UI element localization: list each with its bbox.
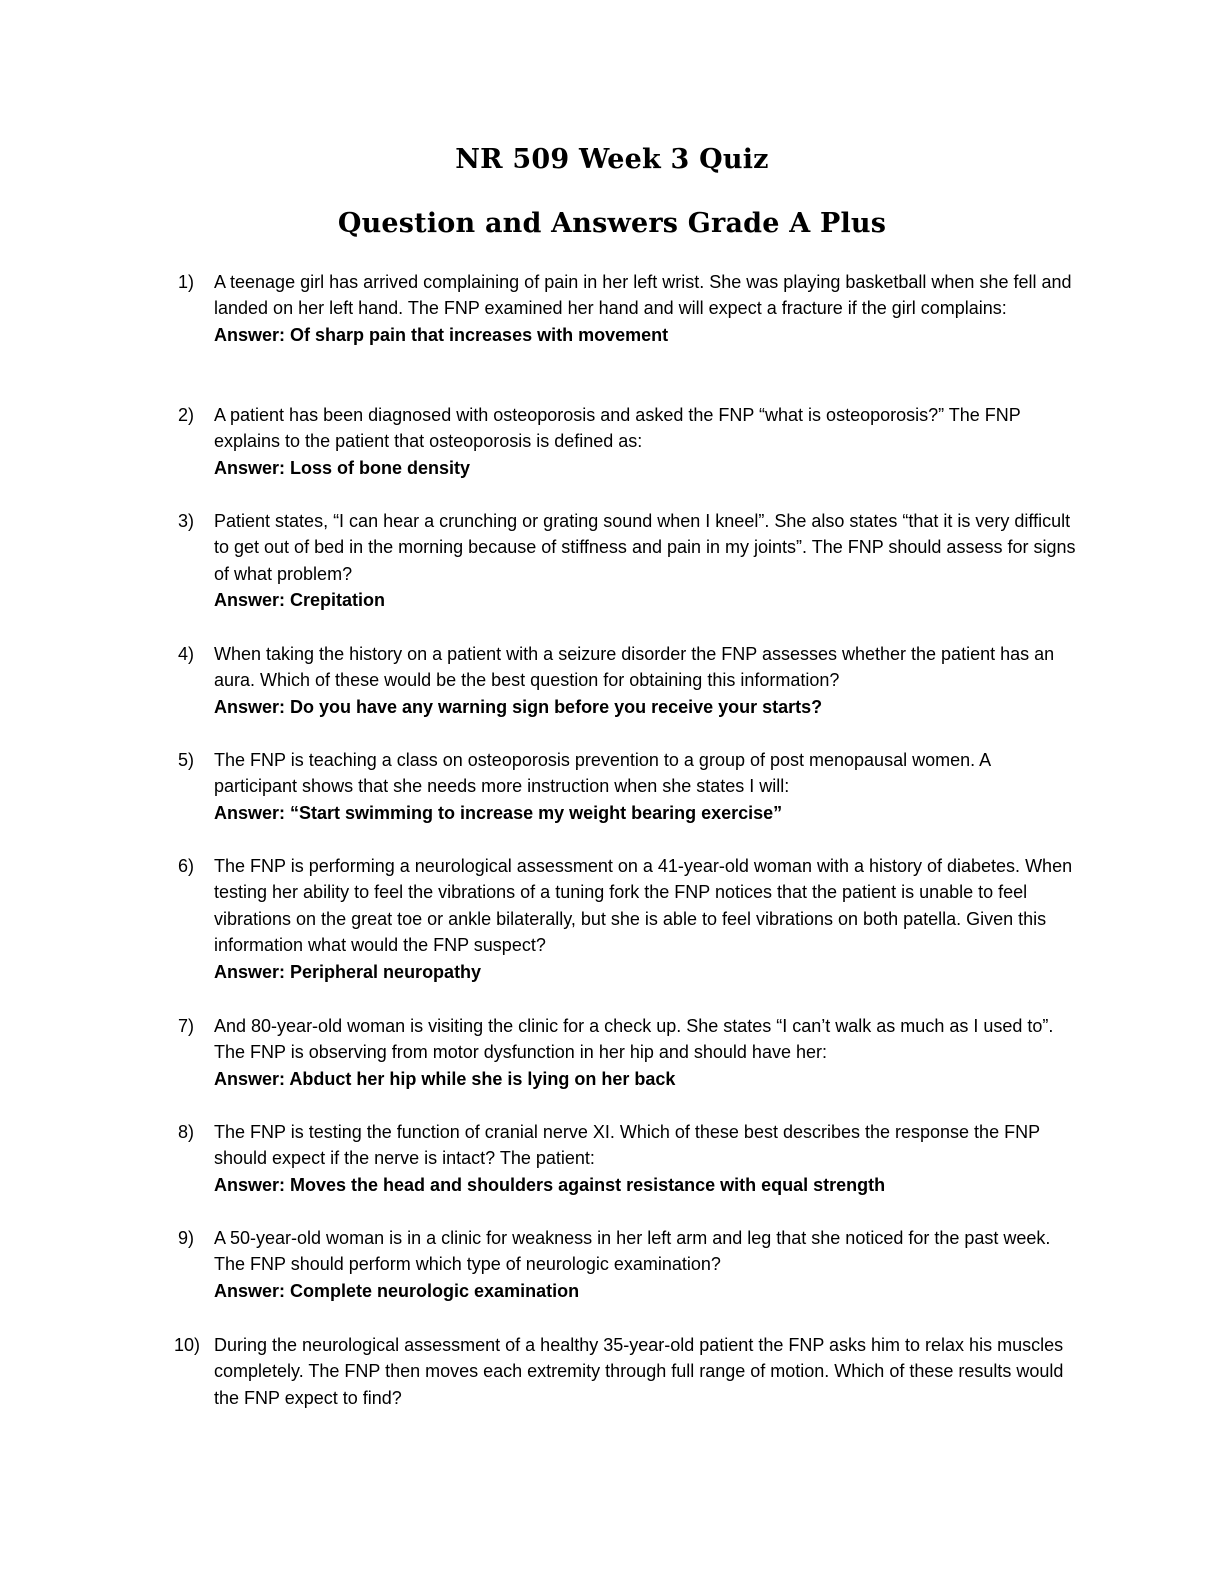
question-text: A 50-year-old woman is in a clinic for weakness in her left arm and leg that she noticed for the past week. The FNP should perform which type of neurologic examination?: [214, 1228, 1051, 1275]
document-title: NR 509 Week 3 Quiz: [455, 144, 769, 175]
document-subtitle: Question and Answers Grade A Plus: [337, 208, 887, 239]
question-item: [178, 402, 1078, 481]
question-text: A teenage girl has arrived complaining of pain in her left wrist. She was playing basketball when she fell and landed on her left hand. The FNP examined her hand and will expect a fracture if the girl complains:: [214, 272, 1072, 319]
question-text: The FNP is performing a neurological assessment on a 41-year-old woman with a history of diabetes. When testing her ability to feel the vibrations of a tuning fork the FNP notices that the patient is unable to feel vibrations on the great toe or ankle bilaterally, but she is able to feel vibrations on both patella. Given this information what would the FNP suspect?: [214, 856, 1073, 956]
question-text: When taking the history on a patient with a seizure disorder the FNP assesses whether the patient has an aura. Which of these would be the best question for obtaining this information?: [214, 644, 1055, 691]
question-number: 7): [178, 1016, 195, 1036]
question-number: 2): [178, 405, 195, 425]
question-text: A patient has been diagnosed with osteoporosis and asked the FNP “what is osteoporosis?” The FNP explains to the patient that osteoporosis is defined as:: [214, 405, 1021, 452]
question-item: [178, 747, 1078, 826]
question-answer: Answer: Peripheral neuropathy: [214, 961, 482, 982]
question-answer: Answer: Loss of bone density: [214, 457, 471, 478]
question-answer: Answer: Do you have any warning sign before you receive your starts?: [214, 696, 823, 717]
question-text: And 80-year-old woman is visiting the clinic for a check up. She states “I can’t walk as much as I used to”. The FNP is observing from motor dysfunction in her hip and should have her:: [214, 1016, 1054, 1063]
question-number: 3): [178, 511, 195, 531]
question-answer: Answer: Abduct her hip while she is lying on her back: [214, 1068, 676, 1089]
question-item: [178, 1225, 1078, 1304]
question-text: The FNP is testing the function of cranial nerve XI. Which of these best describes the response the FNP should expect if the nerve is intact? The patient:: [214, 1122, 1040, 1169]
question-answer: Answer: Moves the head and shoulders against resistance with equal strength: [214, 1174, 886, 1195]
question-answer: Answer: Complete neurologic examination: [214, 1280, 580, 1301]
question-answer: Answer: Of sharp pain that increases with movement: [214, 324, 669, 345]
question-text: During the neurological assessment of a healthy 35-year-old patient the FNP asks him to relax his muscles completely. The FNP then moves each extremity through full range of motion. Which of these results would the FNP expect to find?: [214, 1335, 1064, 1408]
question-number: 5): [178, 750, 195, 770]
question-number: 10): [174, 1335, 201, 1355]
question-text: The FNP is teaching a class on osteoporosis prevention to a group of post menopausal women. A participant shows that she needs more instruction when she states I will:: [214, 750, 991, 797]
question-number: 6): [178, 856, 195, 876]
question-item: [174, 1332, 1074, 1411]
question-item: [178, 641, 1078, 720]
question-number: 4): [178, 644, 195, 664]
question-item: [178, 853, 1078, 985]
question-answer: Answer: “Start swimming to increase my weight bearing exercise”: [214, 802, 783, 823]
question-item: [178, 1119, 1078, 1198]
question-item: [178, 269, 1078, 348]
question-number: 9): [178, 1228, 195, 1248]
question-item: [178, 1013, 1078, 1092]
question-number: 1): [178, 272, 195, 292]
question-item: [178, 508, 1078, 614]
question-number: 8): [178, 1122, 195, 1142]
question-text: Patient states, “I can hear a crunching or grating sound when I kneel”. She also states “that it is very difficult to get out of bed in the morning because of stiffness and pain in my joints”. The FNP should assess for signs of what problem?: [214, 511, 1076, 584]
question-answer: Answer: Crepitation: [214, 590, 386, 611]
